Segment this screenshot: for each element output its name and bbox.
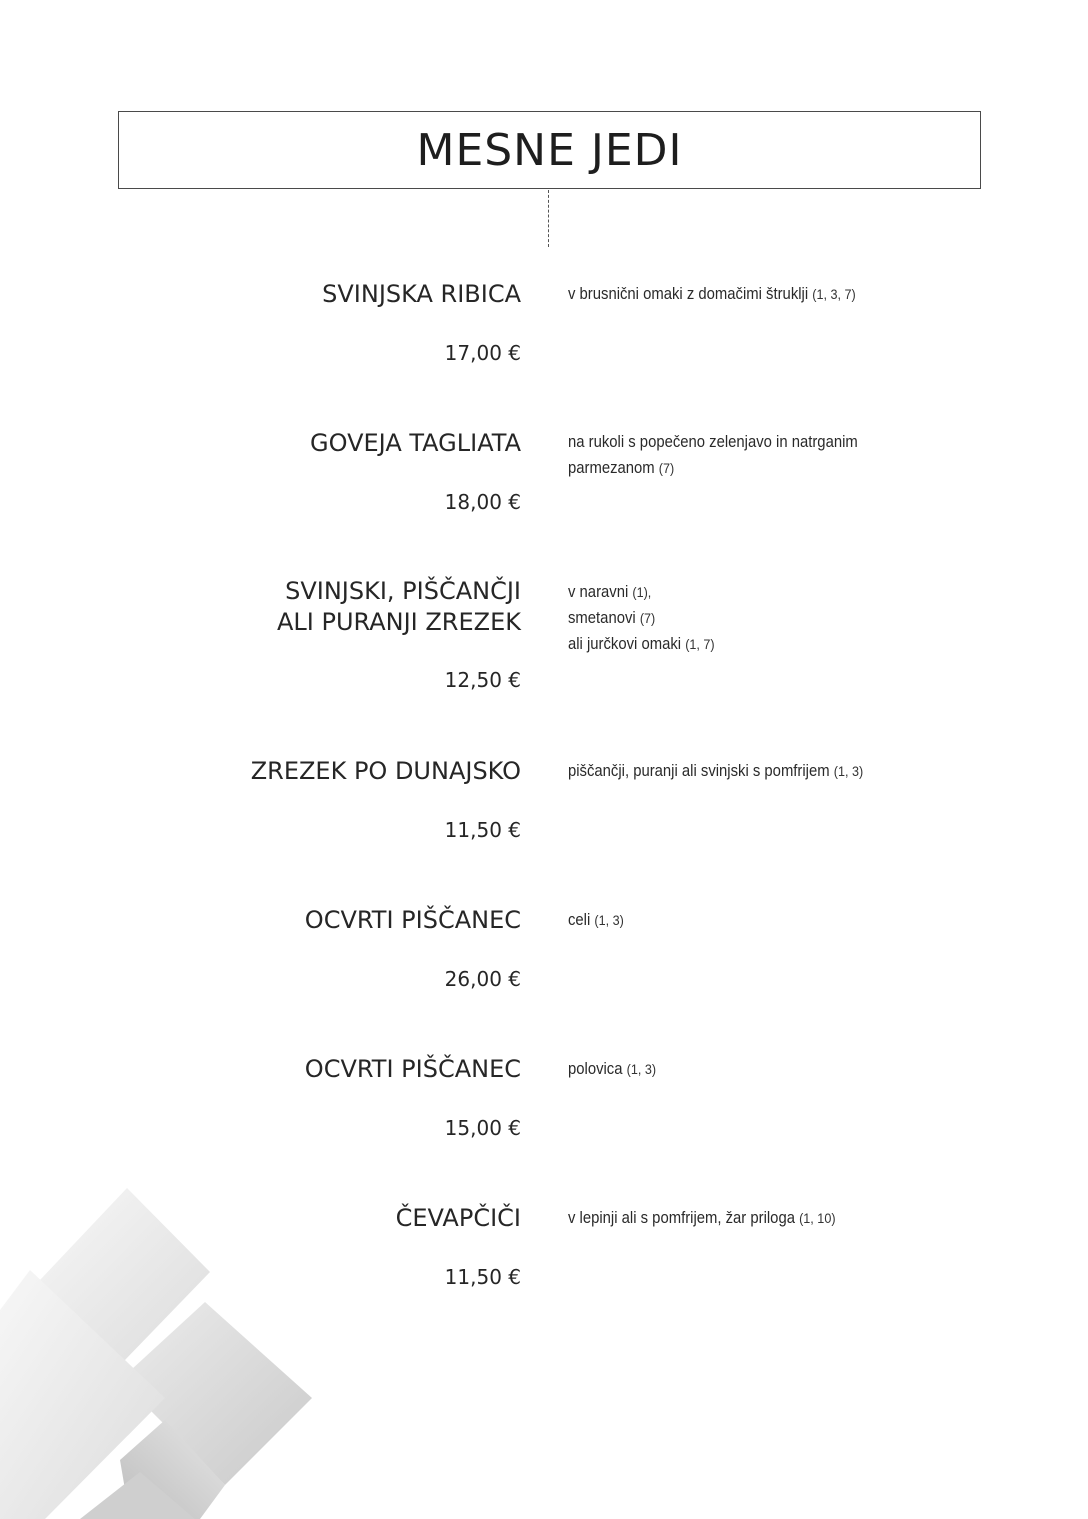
allergen-codes: (1, 3) <box>833 763 864 779</box>
item-price: 17,00 € <box>444 341 521 365</box>
item-name: SVINJSKI, PIŠČANČJI ALI PURANJI ZREZEK <box>276 577 521 636</box>
description-line <box>568 631 910 657</box>
description-text: ali jurčkovi omaki <box>568 635 682 653</box>
description-text: v naravni <box>568 583 629 601</box>
item-description <box>568 579 910 657</box>
allergen-codes: (1, 3, 7) <box>812 286 856 302</box>
page-title: MESNE JEDI <box>416 124 683 176</box>
item-name: ČEVAPČIČI <box>395 1204 521 1232</box>
item-name: OCVRTI PIŠČANEC <box>304 1055 521 1083</box>
item-price: 15,00 € <box>444 1116 521 1140</box>
description-text: v lepinji ali s pomfrijem, žar priloga <box>568 1209 795 1227</box>
dashed-divider <box>548 190 549 247</box>
item-price: 26,00 € <box>444 967 521 991</box>
description-line <box>568 605 910 631</box>
item-name: ZREZEK PO DUNAJSKO <box>250 757 521 785</box>
item-description <box>568 1056 910 1082</box>
item-price: 12,50 € <box>444 668 521 692</box>
allergen-codes: (1), <box>632 584 652 600</box>
geometric-cubes-decoration <box>0 1180 330 1519</box>
description-text: v brusnični omaki z domačimi štruklji <box>568 285 809 303</box>
item-description <box>568 281 910 307</box>
description-text: na rukoli s popečeno zelenjavo in natrganim parmezanom <box>568 433 858 477</box>
allergen-codes: (7) <box>639 610 656 626</box>
description-text: piščančji, puranji ali svinjski s pomfrijem <box>568 762 830 780</box>
item-name: OCVRTI PIŠČANEC <box>304 906 521 934</box>
allergen-codes: (1, 7) <box>685 636 715 652</box>
allergen-codes: (1, 3) <box>594 912 624 928</box>
description-text: celi <box>568 911 591 929</box>
allergen-codes: (7) <box>658 460 675 476</box>
item-price: 18,00 € <box>444 490 521 514</box>
item-price: 11,50 € <box>444 1265 521 1289</box>
item-description <box>568 758 910 784</box>
item-price: 11,50 € <box>444 818 521 842</box>
item-description <box>568 429 910 481</box>
allergen-codes: (1, 10) <box>799 1210 836 1226</box>
description-text: polovica <box>568 1060 623 1078</box>
item-description <box>568 1205 910 1231</box>
allergen-codes: (1, 3) <box>626 1061 657 1077</box>
item-name: GOVEJA TAGLIATA <box>310 429 521 457</box>
description-text: smetanovi <box>568 609 636 627</box>
item-description <box>568 907 910 933</box>
item-name: SVINJSKA RIBICA <box>322 280 521 308</box>
description-line <box>568 579 910 605</box>
title-box <box>118 111 981 189</box>
